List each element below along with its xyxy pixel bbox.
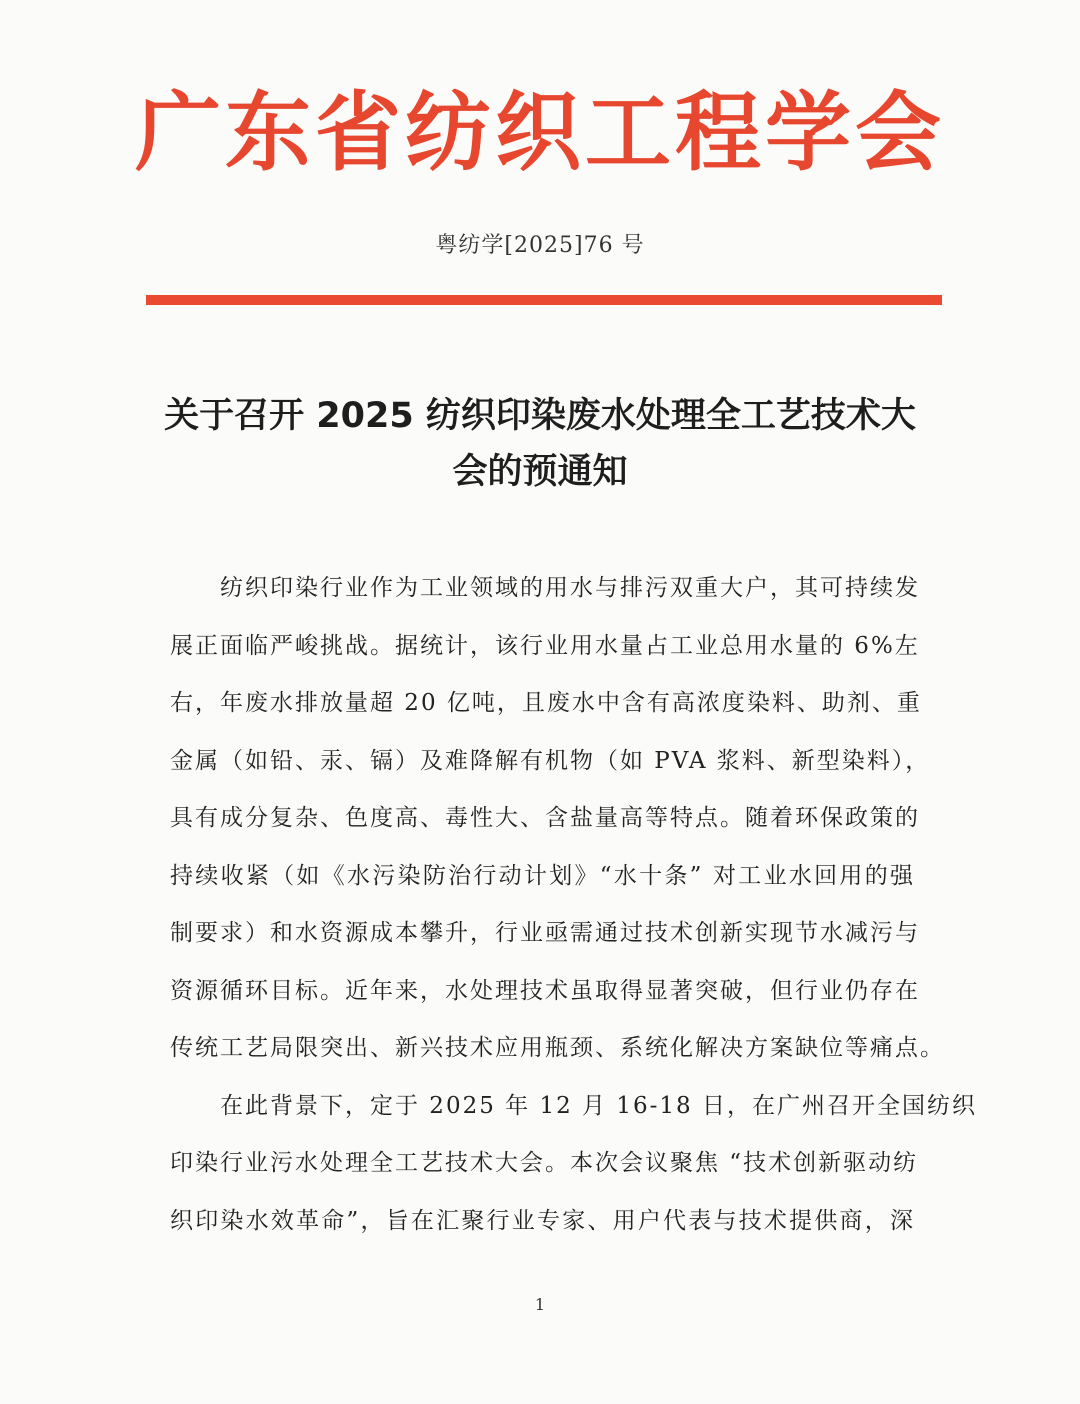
notice-title — [150, 388, 930, 500]
body-line: 资源循环目标。近年来，水处理技术虽取得显著突破，但行业仍存在 — [170, 977, 920, 1004]
body-line: 织印染水效革命”，旨在汇聚行业专家、用户代表与技术提供商，深 — [170, 1207, 915, 1234]
body-line: 具有成分复杂、色度高、毒性大、含盐量高等特点。随着环保政策的 — [170, 805, 920, 831]
body-line: 在此背景下，定于 2025 年 12 月 16-18 日，在广州召开全国纺织 — [220, 1092, 977, 1119]
body-line: 纺织印染行业作为工业领域的用水与排污双重大户，其可持续发 — [220, 575, 920, 601]
body-line: 右，年废水排放量超 20 亿吨，且废水中含有高浓度染料、助剂、重 — [170, 690, 922, 716]
body-line: 制要求）和水资源成本攀升，行业亟需通过技术创新实现节水减污与 — [170, 920, 920, 946]
body-line: 传统工艺局限突出、新兴技术应用瓶颈、系统化解决方案缺位等痛点。 — [170, 1035, 945, 1061]
body-line: 展正面临严峻挑战。据统计，该行业用水量占工业总用水量的 6%左 — [170, 632, 920, 659]
notice-title-line-2: 会的预通知 — [452, 452, 628, 492]
notice-title-line-1: 关于召开 2025 纺织印染废水处理全工艺技术大 — [164, 396, 916, 436]
document-number: 粤纺学[2025]76 号 — [435, 233, 645, 258]
organization-letterhead: 广东省纺织工程学会 — [135, 82, 945, 183]
red-divider-rule — [146, 295, 942, 305]
notice-body — [170, 560, 977, 1250]
body-line: 印染行业污水处理全工艺技术大会。本次会议聚焦 “技术创新驱动纺 — [170, 1150, 919, 1176]
body-line: 金属（如铅、汞、镉）及难降解有机物（如 PVA 浆料、新型染料）， — [170, 747, 931, 774]
body-line: 持续收紧（如《水污染防治行动计划》“水十条” 对工业水回用的强 — [170, 862, 915, 889]
page-number: 1 — [534, 1295, 546, 1314]
